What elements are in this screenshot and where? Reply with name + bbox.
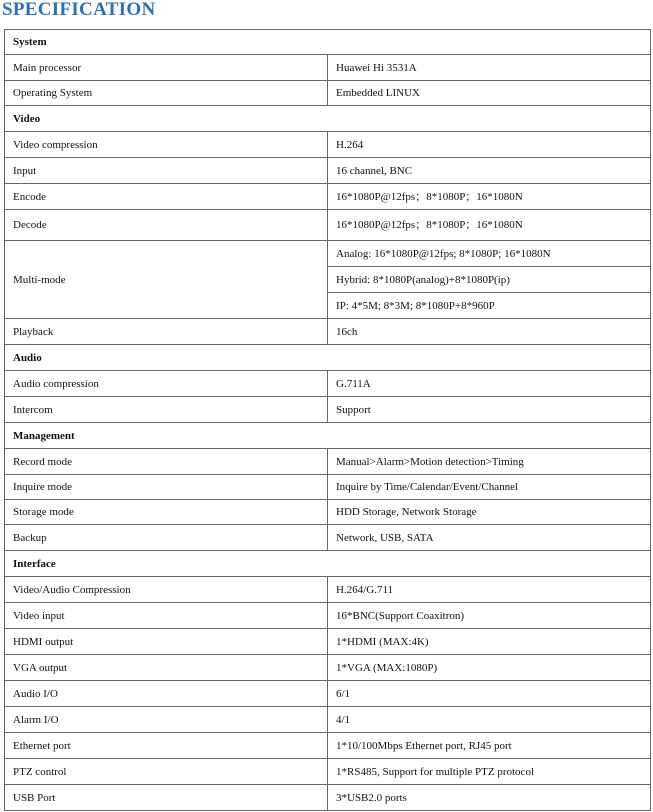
section-header: Audio <box>5 345 651 371</box>
table-row <box>5 655 651 681</box>
table-row <box>5 525 651 551</box>
row-label: USB Port <box>5 785 328 811</box>
row-label: HDMI output <box>5 629 328 655</box>
row-value: 1*VGA (MAX:1080P) <box>328 655 651 681</box>
table-row <box>5 319 651 345</box>
row-label: Main processor <box>5 55 328 81</box>
section-header: Management <box>5 423 651 449</box>
table-row <box>5 241 651 267</box>
row-label: Decode <box>5 210 328 241</box>
row-label: Video input <box>5 603 328 629</box>
row-label: Record mode <box>5 449 328 475</box>
table-row <box>5 785 651 811</box>
table-row <box>5 184 651 210</box>
row-value: Network, USB, SATA <box>328 525 651 551</box>
row-value: 16ch <box>328 319 651 345</box>
row-label: Ethernet port <box>5 733 328 759</box>
section-row-video <box>5 106 651 132</box>
row-label: Operating System <box>5 81 328 106</box>
table-row <box>5 577 651 603</box>
row-label: Video/Audio Compression <box>5 577 328 603</box>
table-row <box>5 132 651 158</box>
table-row <box>5 475 651 500</box>
row-value: H.264/G.711 <box>328 577 651 603</box>
row-label: Input <box>5 158 328 184</box>
table-row <box>5 707 651 733</box>
row-label: PTZ control <box>5 759 328 785</box>
section-row-interface <box>5 551 651 577</box>
row-value: Hybrid: 8*1080P(analog)+8*1080P(ip) <box>328 267 651 293</box>
table-row <box>5 210 651 241</box>
row-value: 16*1080P@12fps；8*1080P；16*1080N <box>328 210 651 241</box>
section-row-system <box>5 30 651 55</box>
row-value: 3*USB2.0 ports <box>328 785 651 811</box>
table-row <box>5 371 651 397</box>
row-value: Manual>Alarm>Motion detection>Timing <box>328 449 651 475</box>
section-header: Interface <box>5 551 651 577</box>
table-row <box>5 81 651 106</box>
row-label: Intercom <box>5 397 328 423</box>
row-label: Storage mode <box>5 500 328 525</box>
row-value: Huawei Hi 3531A <box>328 55 651 81</box>
row-label: Audio compression <box>5 371 328 397</box>
row-label: Encode <box>5 184 328 210</box>
row-label: Playback <box>5 319 328 345</box>
table-row <box>5 681 651 707</box>
table-row <box>5 158 651 184</box>
row-value: Inquire by Time/Calendar/Event/Channel <box>328 475 651 500</box>
table-row <box>5 603 651 629</box>
table-row <box>5 397 651 423</box>
table-row <box>5 629 651 655</box>
table-row <box>5 55 651 81</box>
row-value: Embedded LINUX <box>328 81 651 106</box>
row-value: Support <box>328 397 651 423</box>
row-label: Audio I/O <box>5 681 328 707</box>
row-value: 16*BNC(Support Coaxitron) <box>328 603 651 629</box>
row-value: H.264 <box>328 132 651 158</box>
row-label: VGA output <box>5 655 328 681</box>
row-value: 4/1 <box>328 707 651 733</box>
section-row-management <box>5 423 651 449</box>
section-header: Video <box>5 106 651 132</box>
row-value: 6/1 <box>328 681 651 707</box>
row-label: Backup <box>5 525 328 551</box>
row-value: G.711A <box>328 371 651 397</box>
row-label: Multi-mode <box>5 241 328 319</box>
row-value: HDD Storage, Network Storage <box>328 500 651 525</box>
row-value: IP: 4*5M; 8*3M; 8*1080P+8*960P <box>328 293 651 319</box>
row-label: Inquire mode <box>5 475 328 500</box>
row-value: 16 channel, BNC <box>328 158 651 184</box>
table-row <box>5 500 651 525</box>
row-label: Alarm I/O <box>5 707 328 733</box>
section-header: System <box>5 30 651 55</box>
row-value: 1*HDMI (MAX:4K) <box>328 629 651 655</box>
table-row <box>5 759 651 785</box>
row-value: 16*1080P@12fps；8*1080P；16*1080N <box>328 184 651 210</box>
table-row <box>5 449 651 475</box>
table-row <box>5 733 651 759</box>
row-label: Video compression <box>5 132 328 158</box>
row-value: 1*10/100Mbps Ethernet port, RJ45 port <box>328 733 651 759</box>
row-value: Analog: 16*1080P@12fps; 8*1080P; 16*1080N <box>328 241 651 267</box>
page-title: SPECIFICATION <box>2 0 156 20</box>
row-value: 1*RS485, Support for multiple PTZ protocol <box>328 759 651 785</box>
section-row-audio <box>5 345 651 371</box>
specification-table <box>4 29 651 811</box>
